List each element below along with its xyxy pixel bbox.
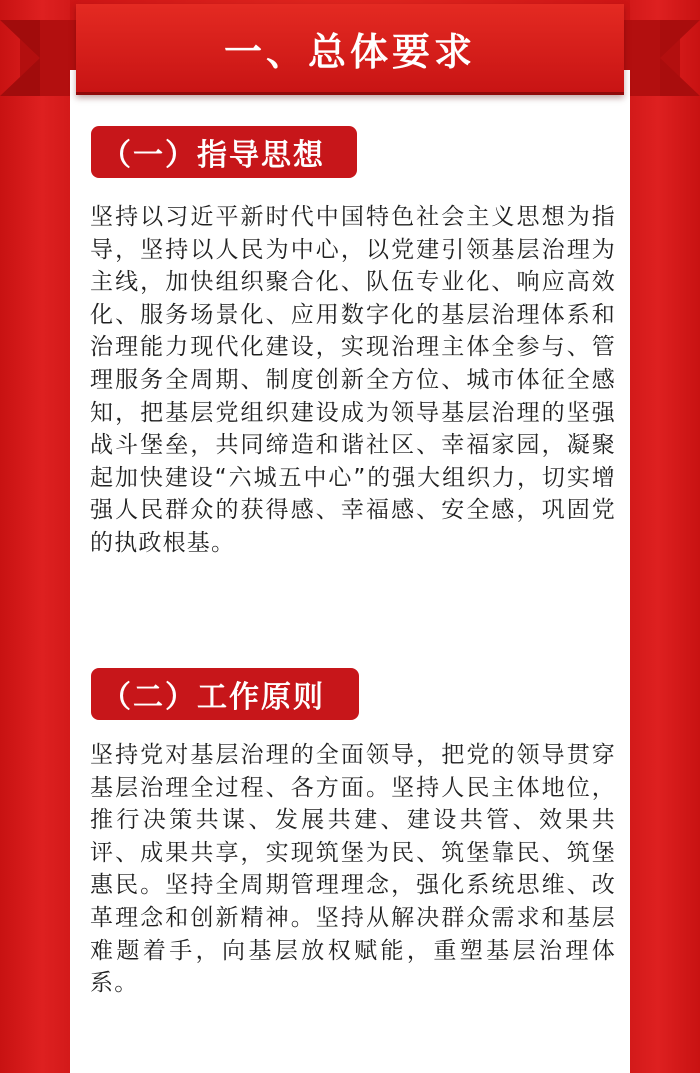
- section-heading-guiding-thought: （一）指导思想: [91, 126, 357, 178]
- page-title: 一、总体要求: [223, 29, 476, 74]
- section-body-work-principles: 坚持党对基层治理的全面领导，把党的领导贯穿基层治理全过程、各方面。坚持人民主体地位，推行决策共谋、发展共建、建设共管、效果共评、成果共享，实现筑堡为民、筑堡靠民、筑堡惠民。坚持全周期管理理念，强化系统思维、改革理念和创新精神。坚持从解决群众需求和基层难题着手，向基层放权赋能，重塑基层治理体系。: [90, 742, 616, 997]
- right-red-border: [630, 0, 700, 1073]
- left-red-border: [0, 0, 70, 1073]
- ribbon-right-tail: [660, 20, 700, 96]
- ribbon-left-tail: [0, 20, 40, 96]
- section-body-guiding-thought: 坚持以习近平新时代中国特色社会主义思想为指导，坚持以人民为中心，以党建引领基层治理为主线，加快组织聚合化、队伍专业化、响应高效化、服务场景化、应用数字化的基层治理体系和治理能力现代化建设，实现治理主体全参与、管理服务全周期、制度创新全方位、城市体征全感知，把基层党组织建设成为领导基层治理的坚强战斗堡垒，共同缔造和谐社区、幸福家园，凝聚起加快建设“六城五中心”的强大组织力，切实增强人民群众的获得感、幸福感、安全感，巩固党的执政根基。: [90, 204, 616, 556]
- title-banner: [76, 4, 624, 95]
- section-heading-work-principles: （二）工作原则: [91, 668, 359, 720]
